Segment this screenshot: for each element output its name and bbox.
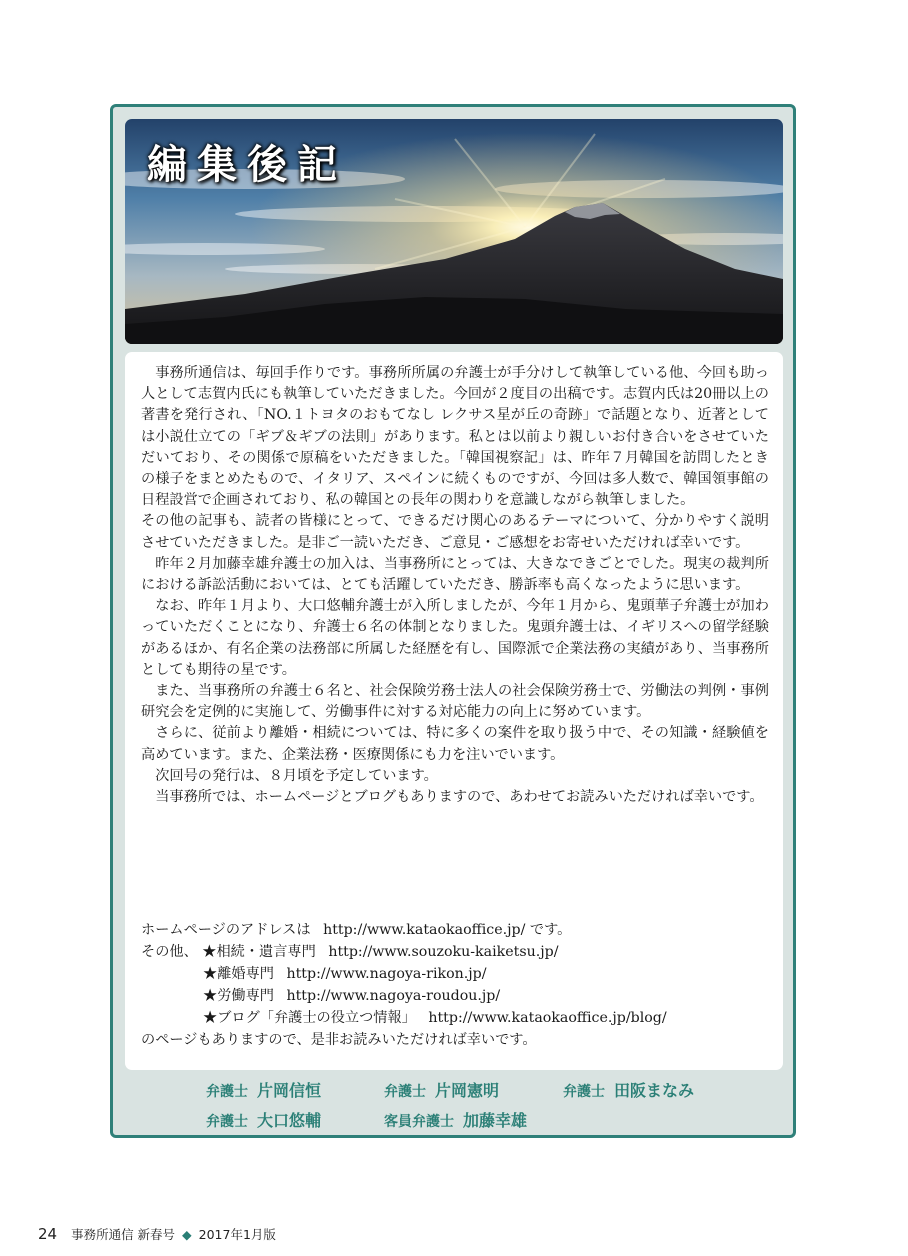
author-name: 片岡憲明 (435, 1081, 500, 1100)
website-links (141, 919, 771, 1051)
homepage-suffix: です。 (529, 922, 572, 938)
author-entry (563, 1078, 694, 1101)
author-entry (384, 1078, 499, 1101)
other-prefix: その他、 (141, 944, 198, 960)
link-url[interactable]: http://www.souzoku-kaiketsu.jp/ (328, 944, 559, 960)
paragraph: その他の記事も、読者の皆様にとって、できるだけ関心のあるテーマについて、分かりやすく説明させていただきました。是非ご一読いただき、ご意見・ご感想をお寄せいただければ幸いです。 (141, 513, 769, 551)
page-number: 24 (38, 1225, 58, 1243)
homepage-url[interactable]: http://www.kataokaoffice.jp/ (323, 922, 526, 938)
link-label: ★相続・遺言専門 (202, 944, 316, 960)
paragraph: 昨年２月加藤幸雄弁護士の加入は、当事務所にとっては、大きなできごとでした。現実の裁判所における訴訟活動においては、とても活躍していただき、勝訴率も高くなったように思います。 (141, 555, 769, 594)
author-role: 弁護士 (206, 1114, 248, 1130)
diamond-icon: ◆ (182, 1227, 192, 1242)
author-role: 弁護士 (563, 1084, 605, 1100)
author-entry (206, 1078, 321, 1101)
link-row-roudou (141, 985, 771, 1007)
paragraph: 次回号の発行は、８月頃を予定しています。 (155, 767, 438, 784)
link-label: ★労働専門 (203, 988, 274, 1004)
author-entry (384, 1108, 527, 1131)
link-row-souzoku (141, 941, 771, 963)
hero-image-mount-fuji-sunrise (125, 119, 783, 344)
link-url[interactable]: http://www.nagoya-roudou.jp/ (286, 988, 501, 1004)
author-role: 客員弁護士 (384, 1114, 454, 1130)
paragraph: 当事務所では、ホームページとブログもありますので、あわせてお読みいただければ幸いです。 (155, 789, 764, 806)
author-role: 弁護士 (384, 1084, 426, 1100)
link-row-blog (141, 1007, 771, 1029)
homepage-row (141, 919, 771, 941)
author-name: 片岡信恒 (257, 1081, 322, 1100)
page-footer (38, 1225, 276, 1243)
author-role: 弁護士 (206, 1084, 248, 1100)
author-name: 大口悠輔 (257, 1111, 322, 1130)
author-entry (206, 1108, 321, 1131)
closing-row: のページもありますので、是非お読みいただければ幸いです。 (141, 1032, 537, 1048)
author-name: 加藤幸雄 (463, 1111, 528, 1130)
link-url[interactable]: http://www.kataokaoffice.jp/blog/ (428, 1010, 667, 1026)
link-label: ★離婚専門 (203, 966, 274, 982)
issue-date: 2017年1月版 (198, 1227, 276, 1242)
paragraph: さらに、従前より離婚・相続については、特に多くの案件を取り扱う中で、その知識・経験値を高めています。また、企業法務・医療関係にも力を注いでいます。 (141, 725, 769, 763)
author-name: 田阪まなみ (614, 1081, 695, 1100)
link-label: ★ブログ「弁護士の役立つ情報」 (203, 1010, 416, 1026)
paragraph: また、当事務所の弁護士６名と、社会保険労務士法人の社会保険労務士で、労働法の判例・事例研究会を定例的に実施して、労働事件に対する対応能力の向上に努めています。 (141, 683, 769, 721)
link-row-rikon (141, 963, 771, 985)
editorial-body (141, 363, 769, 808)
paragraph: なお、昨年１月より、大口悠輔弁護士が入所しましたが、今年１月から、鬼頭華子弁護士が加わっていただくことになり、弁護士６名の体制となりました。鬼頭弁護士は、イギリスへの留学経験があるほか、有名企業の法務部に所属した経歴を有し、国際派で企業法務の実績があり、当事務所としても期待の星です。 (141, 598, 769, 678)
publication-name: 事務所通信 新春号 (71, 1227, 176, 1242)
link-url[interactable]: http://www.nagoya-rikon.jp/ (286, 966, 487, 982)
editorial-content-panel (125, 352, 783, 1070)
homepage-prefix: ホームページのアドレスは (141, 922, 311, 938)
paragraph: 事務所通信は、毎回手作りです。事務所所属の弁護士が手分けして執筆している他、今回も助っ人として志賀内氏にも執筆していただきました。今回が２度目の出稿です。志賀内氏は20冊以上の著書を発行され、「NO.１トヨタのおもてなし レクサス星が丘の奇跡」で話題となり、近著としては小説仕立ての「ギブ＆ギブの法則」があります。私とは以前より親しいお付き合いをさせていただいており、その関係で原稿をいただきました。「韓国視察記」は、昨年７月韓国を訪問したときの様子をまとめたもので、イタリア、スペインに続くものですが、今回は多人数で、韓国領事館の日程設営で企画されており、私の韓国との長年の関わりを意識しながら執筆しました。 (141, 365, 769, 509)
section-title: 編集後記 (147, 142, 347, 188)
